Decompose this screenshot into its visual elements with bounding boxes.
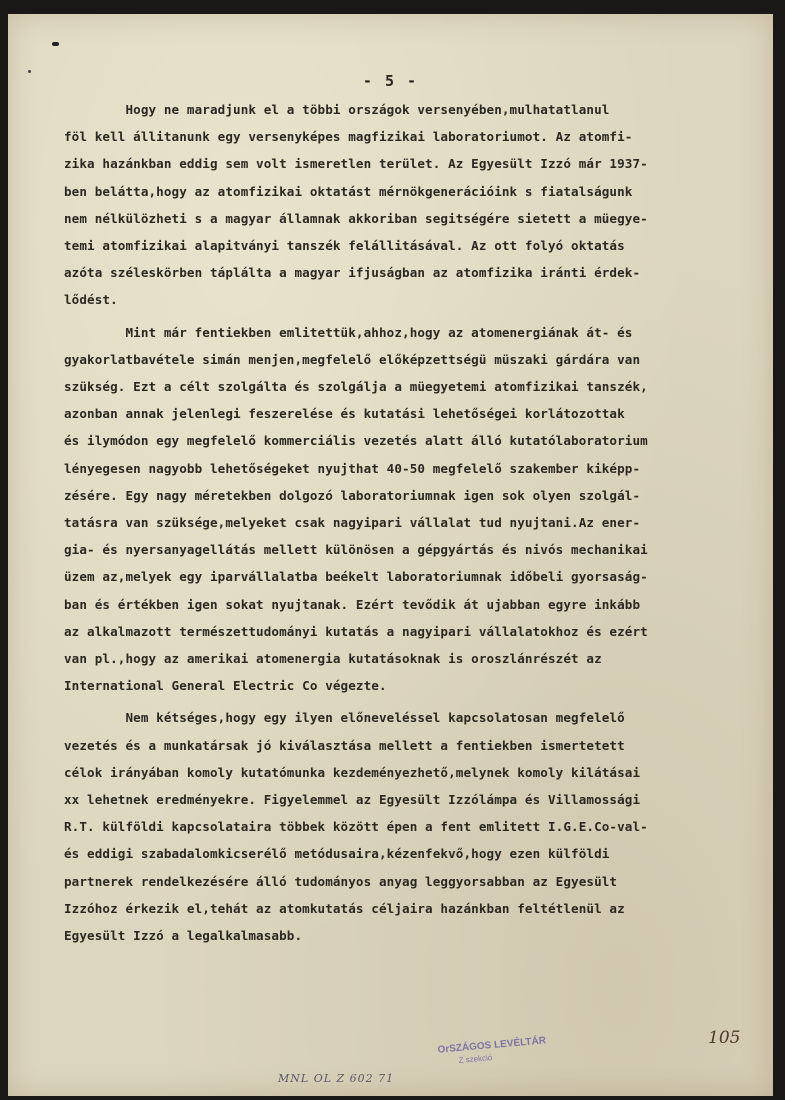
text-line: nem nélkülözheti s a magyar államnak akkoriban segitségére sietett a müegye- [64, 210, 648, 226]
document-page [8, 14, 773, 1096]
text-line: tatásra van szüksége,melyeket csak nagyipari vállalat tud nyujtani.Az ener- [64, 515, 641, 531]
text-line: lődést. [64, 292, 118, 308]
text-line: gia- és nyersanyagellátás mellett különösen a gépgyártás és nivós mechanikai [64, 542, 648, 558]
text-line: Egyesült Izzó a legalkalmasabb. [64, 928, 303, 944]
text-line: azonban annak jelenlegi feszerelése és kutatási lehetőségei korlátozottak [64, 406, 625, 422]
page-number: - 5 - [362, 72, 419, 90]
text-line: szükség. Ezt a célt szolgálta és szolgálja a müegyetemi atomfizikai tanszék, [64, 379, 648, 395]
text-line: és ilymódon egy megfelelő kommerciális vezetés alatt álló kutatólaboratorium [64, 433, 648, 449]
text-line: Hogy ne maradjunk el a többi országok versenyében,mulhatatlanul [64, 102, 610, 117]
text-line: Mint már fentiekben emlitettük,ahhoz,hogy az atomenergiának át- és [64, 324, 633, 340]
text-line: ban és értékben igen sokat nyujtanak. Ezért tevődik át ujabban egyre inkább [64, 596, 641, 612]
text-line: föl kell állitanunk egy versenyképes magfizikai laboratoriumot. Az atomfi- [64, 129, 633, 145]
archive-stamp [437, 1035, 547, 1068]
text-line: ben belátta,hogy az atomfizikai oktatást mérnökgenerációink s fiatalságunk [64, 183, 633, 199]
text-line: üzem az,melyek egy iparvállalatba beékelt laboratoriumnak időbeli gyorsaság- [64, 569, 648, 585]
text-line: International General Electric Co végezte. [64, 678, 387, 694]
text-line: gyakorlatbavétele simán menjen,megfelelő előképzettségü müszaki gárdára van [64, 351, 641, 367]
paragraph [64, 96, 764, 314]
text-line: és eddigi szabadalomkicserélő metódusaira,kézenfekvő,hogy ezen külföldi [64, 846, 610, 862]
text-line: Izzóhoz érkezik el,tehát az atomkutatás céljaira hazánkban feltétlenül az [64, 900, 625, 916]
text-line: vezetés és a munkatársak jó kiválasztása mellett a fentiekben ismertetett [64, 737, 625, 753]
typewritten-body [64, 96, 764, 954]
text-line: zésére. Egy nagy méretekben dolgozó laboratoriumnak igen sok olyen szolgál- [64, 487, 641, 503]
stamp-line-2: Z szekció [458, 1053, 493, 1065]
text-line: xx lehetnek eredményekre. Figyelemmel az Egyesült Izzólámpa és Villamossági [64, 792, 641, 808]
text-line: van pl.,hogy az amerikai atomenergia kutatásoknak is oroszlánrészét az [64, 651, 602, 667]
paragraph [64, 704, 764, 949]
text-line: R.T. külföldi kapcsolataira többek között épen a fent emlitett I.G.E.Co-val- [64, 819, 648, 835]
paragraph [64, 319, 764, 700]
text-line: Nem kétséges,hogy egy ilyen előneveléssel kapcsolatosan megfelelő [64, 710, 625, 726]
text-line: temi atomfizikai alapitványi tanszék felállitásával. Az ott folyó oktatás [64, 238, 625, 254]
text-line: partnerek rendelkezésére álló tudományos anyag leggyorsabban az Egyesült [64, 873, 618, 889]
stamp-line-1: OrSZÁGOS LEVÉLTÁR [437, 1035, 547, 1056]
text-line: zika hazánkban eddig sem volt ismeretlen terület. Az Egyesült Izzó már 1937- [64, 156, 648, 172]
ink-speck [52, 42, 59, 46]
archive-reference: MNL OL Z 602 71 [278, 1072, 395, 1085]
text-line: célok irányában komoly kutatómunka kezdeményezhető,melynek komoly kilátásai [64, 764, 641, 780]
text-line: azóta széleskörben táplálta a magyar ifjuságban az atomfizika iránti érdek- [64, 265, 641, 281]
text-line: az alkalmazott természettudományi kutatás a nagyipari vállalatokhoz és ezért [64, 623, 648, 639]
handwritten-folio-number: 105 [708, 1028, 741, 1048]
text-line: lényegesen nagyobb lehetőségeket nyujthat 40-50 megfelelő szakember kiképp- [64, 460, 641, 476]
